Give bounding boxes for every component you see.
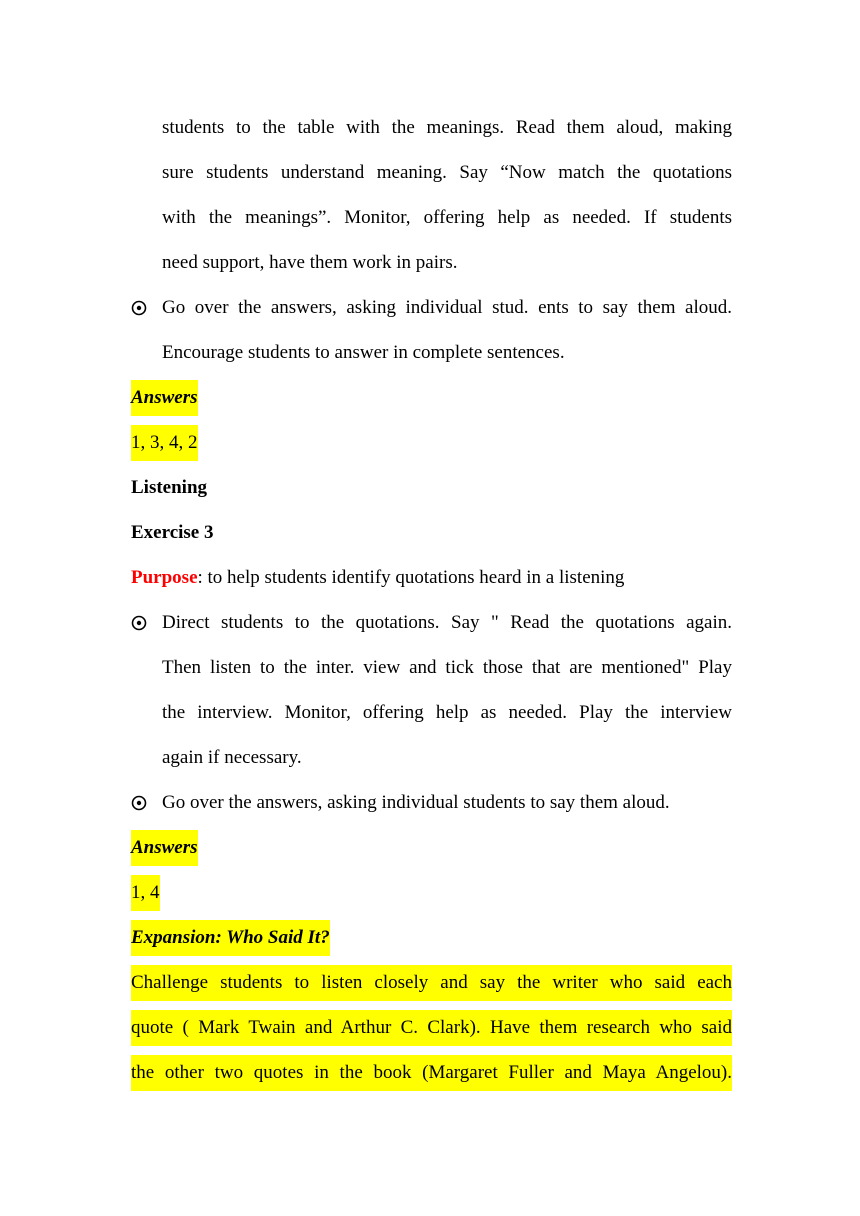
go-over-line-2: Encourage students to answer in complete sentences. — [162, 342, 565, 363]
expansion-title-line — [131, 920, 732, 956]
answers-value: 1, 4 — [131, 875, 160, 911]
expansion-line-1: Challenge students to listen closely and say the writer who said each — [131, 965, 732, 1001]
answers-label-2 — [131, 830, 732, 866]
purpose-text: : to help students identify quotations heard in a listening — [197, 567, 625, 588]
expansion-line-2: quote ( Mark Twain and Arthur C. Clark). Have them research who said — [131, 1010, 732, 1046]
circled-dot-bullet-icon — [131, 290, 151, 326]
go-over-line-1: Go over the answers, asking individual stud. ents to say them aloud. — [162, 297, 732, 318]
answers-value-2 — [131, 875, 732, 911]
expansion-line-3: the other two quotes in the book (Margaret Fuller and Maya Angelou). — [131, 1055, 732, 1091]
direct-line-1: Direct students to the quotations. Say " Read the quotations again. — [162, 612, 732, 633]
intro-line-3: with the meanings”. Monitor, offering help as needed. If students — [162, 207, 732, 228]
expansion-title: Expansion: Who Said It? — [131, 920, 330, 956]
circled-dot-bullet-icon — [131, 785, 151, 821]
direct-line-2: Then listen to the inter. view and tick those that are mentioned" Play — [162, 657, 732, 678]
exercise-heading: Exercise 3 — [131, 522, 214, 543]
answers-label-1 — [131, 380, 732, 416]
answers-heading: Answers — [131, 380, 198, 416]
answers-value-1 — [131, 425, 732, 461]
intro-line-4: need support, have them work in pairs. — [162, 252, 458, 273]
circled-dot-bullet-icon — [131, 605, 151, 641]
section-heading: Listening — [131, 477, 208, 498]
purpose-label: Purpose — [131, 567, 198, 588]
intro-line-1: students to the table with the meanings. Read them aloud, making — [162, 117, 732, 138]
direct-line-4: again if necessary. — [162, 747, 302, 768]
purpose-line — [131, 560, 732, 596]
answers-heading: Answers — [131, 830, 198, 866]
intro-line-2: sure students understand meaning. Say “Now match the quotations — [162, 162, 732, 183]
answers-value: 1, 3, 4, 2 — [131, 425, 198, 461]
direct-line-3: the interview. Monitor, offering help as needed. Play the interview — [162, 702, 732, 723]
go-over-2-line-1: Go over the answers, asking individual students to say them aloud. — [162, 792, 670, 813]
